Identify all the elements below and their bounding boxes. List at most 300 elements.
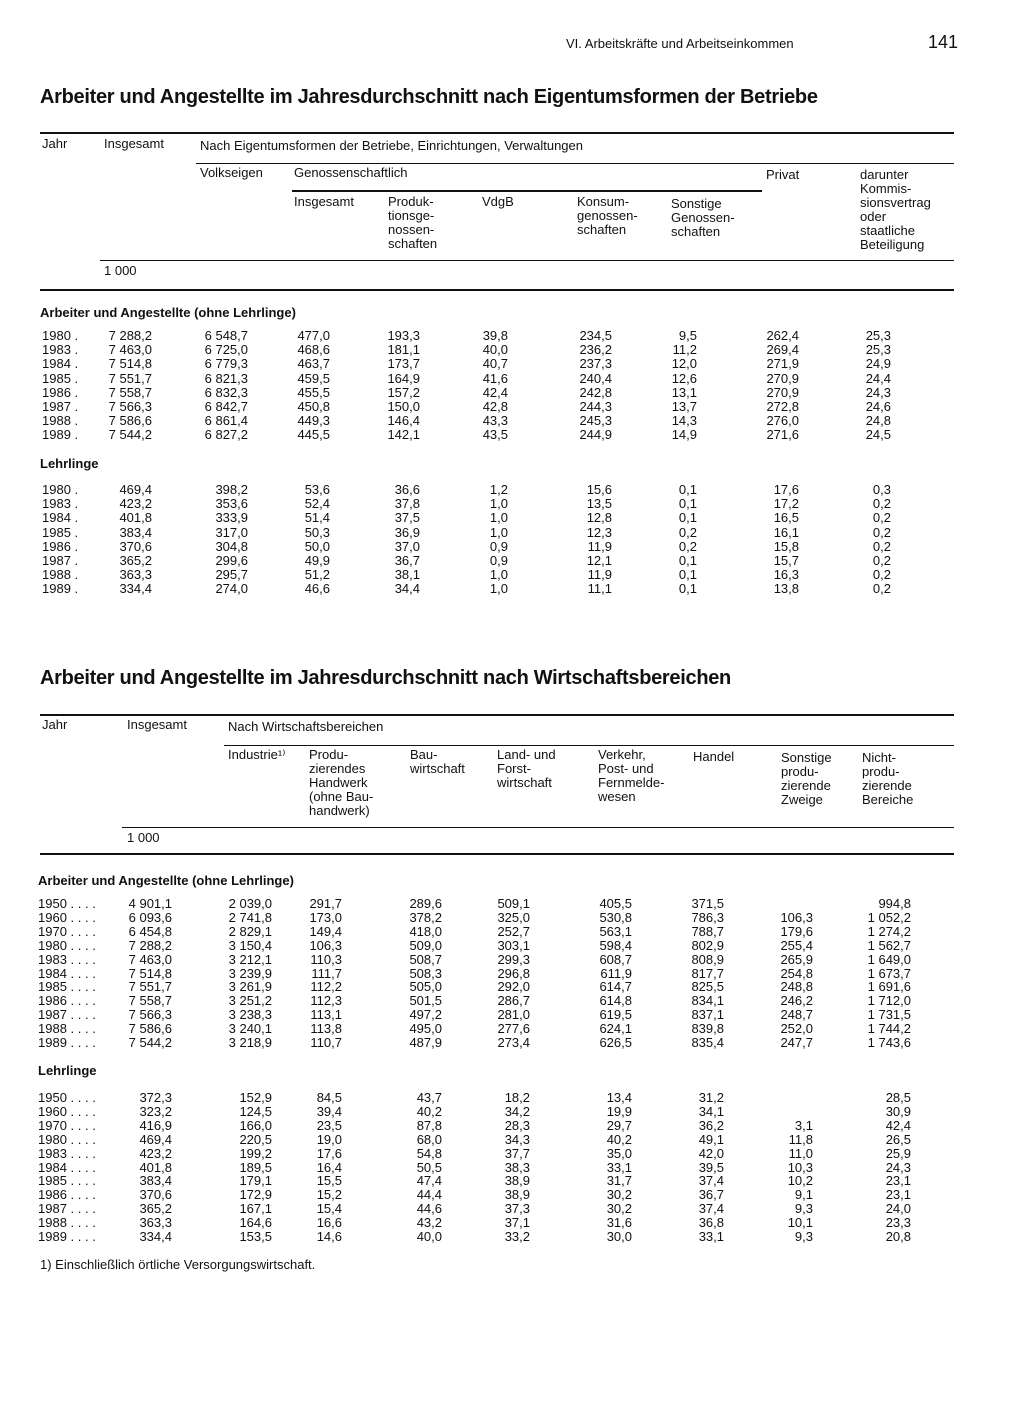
cell-vdgb: 1,2 xyxy=(489,482,508,497)
cell-genoss-insgesamt: 50,0 xyxy=(304,538,330,554)
cell-insgesamt: 7 288,2 xyxy=(128,937,172,953)
cell-land: 325,0 xyxy=(497,909,530,925)
cell-genoss-insgesamt: 49,9 xyxy=(304,553,330,568)
cell-sonstige: 9,1 xyxy=(794,1187,813,1203)
cell-industrie: 189,5 xyxy=(239,1159,272,1175)
cell-year: 1987 . . . . xyxy=(38,1201,96,1217)
cell-year: 1983 . xyxy=(42,342,79,358)
cell-darunter: 24,9 xyxy=(865,356,891,372)
cell-verkehr: 31,7 xyxy=(606,1173,632,1189)
cell-privat: 15,7 xyxy=(773,553,799,568)
cell-sonstige: 11,2 xyxy=(672,342,697,358)
cell-sonstige: 265,9 xyxy=(780,951,813,967)
cell-industrie: 3 239,9 xyxy=(228,965,272,981)
cell-konsum: 12,1 xyxy=(586,553,612,568)
cell-handel: 34,1 xyxy=(698,1103,724,1119)
cell-konsum: 11,9 xyxy=(587,538,612,554)
table-row xyxy=(0,1133,1024,1147)
cell-privat: 269,4 xyxy=(766,342,799,358)
cell-bau: 43,2 xyxy=(416,1215,442,1231)
t1-section1-label: Arbeiter und Angestellte (ohne Lehrlinge) xyxy=(40,305,296,320)
cell-land: 38,9 xyxy=(504,1173,530,1189)
cell-year: 1950 . . . . xyxy=(38,1090,96,1105)
cell-year: 1970 . . . . xyxy=(38,1117,96,1133)
cell-konsum: 242,8 xyxy=(579,384,612,400)
cell-land: 18,2 xyxy=(504,1090,530,1105)
cell-verkehr: 31,6 xyxy=(606,1215,632,1231)
cell-year: 1960 . . . . xyxy=(38,909,96,925)
cell-handwerk: 16,6 xyxy=(316,1215,342,1231)
cell-darunter: 0,2 xyxy=(872,553,891,568)
cell-industrie: 3 240,1 xyxy=(228,1021,272,1037)
table-row xyxy=(0,329,1024,343)
cell-handel: 37,4 xyxy=(698,1201,724,1217)
table2-top-rule xyxy=(40,714,954,716)
cell-genoss-insgesamt: 51,4 xyxy=(304,510,330,526)
cell-genoss-insgesamt: 52,4 xyxy=(304,496,330,512)
cell-industrie: 199,2 xyxy=(239,1145,272,1161)
t2-head-bau: Bau- wirtschaft xyxy=(410,747,465,776)
cell-sonstige: 12,0 xyxy=(671,356,697,372)
cell-verkehr: 614,7 xyxy=(599,979,632,995)
cell-year: 1989 . xyxy=(42,427,79,443)
cell-insgesamt: 7 288,2 xyxy=(108,328,152,343)
cell-bau: 497,2 xyxy=(409,1007,442,1023)
table-row xyxy=(0,1216,1024,1230)
cell-insgesamt: 7 586,6 xyxy=(108,413,152,429)
cell-handel: 31,2 xyxy=(698,1090,724,1105)
cell-sonstige: 9,5 xyxy=(678,328,697,343)
cell-konsum: 12,8 xyxy=(586,510,612,526)
cell-verkehr: 33,1 xyxy=(606,1159,632,1175)
cell-nicht: 1 731,5 xyxy=(867,1007,911,1023)
table-row xyxy=(0,414,1024,428)
cell-genoss-insgesamt: 449,3 xyxy=(297,413,330,429)
table2-title: Arbeiter und Angestellte im Jahresdurchschnitt nach Wirtschaftsbereichen xyxy=(40,667,731,689)
cell-year: 1987 . . . . xyxy=(38,1007,96,1023)
cell-insgesamt: 365,2 xyxy=(119,553,152,568)
cell-insgesamt: 7 463,0 xyxy=(108,342,152,358)
cell-land: 286,7 xyxy=(497,993,530,1009)
cell-produktion: 38,1 xyxy=(394,567,420,583)
cell-genoss-insgesamt: 46,6 xyxy=(304,581,330,597)
cell-volkseigen: 299,6 xyxy=(215,553,248,568)
t1-head-vdgb: VdgB xyxy=(482,194,514,209)
cell-nicht: 1 562,7 xyxy=(867,937,911,953)
cell-insgesamt: 383,4 xyxy=(139,1173,172,1189)
cell-land: 37,1 xyxy=(504,1215,530,1231)
cell-insgesamt: 7 566,3 xyxy=(108,399,152,414)
cell-sonstige: 14,9 xyxy=(671,427,697,443)
cell-konsum: 15,6 xyxy=(586,482,612,497)
cell-bau: 495,0 xyxy=(409,1021,442,1037)
cell-handwerk: 17,6 xyxy=(316,1145,342,1161)
cell-handwerk: 23,5 xyxy=(316,1117,342,1133)
cell-insgesamt: 6 454,8 xyxy=(128,923,172,939)
t2-head-verkehr: Verkehr, Post- und Fernmelde- wesen xyxy=(598,747,665,804)
cell-nicht: 28,5 xyxy=(885,1090,911,1105)
cell-konsum: 11,1 xyxy=(587,581,612,597)
cell-year: 1985 . xyxy=(42,524,79,540)
cell-year: 1987 . xyxy=(42,553,79,568)
cell-genoss-insgesamt: 477,0 xyxy=(297,328,330,343)
cell-land: 281,0 xyxy=(497,1007,530,1023)
cell-handwerk: 112,2 xyxy=(310,979,342,995)
cell-year: 1986 . xyxy=(42,538,79,554)
cell-handwerk: 15,5 xyxy=(316,1173,342,1189)
cell-volkseigen: 6 827,2 xyxy=(204,427,248,443)
cell-sonstige: 0,1 xyxy=(678,510,697,526)
cell-year: 1984 . . . . xyxy=(38,965,96,981)
cell-handel: 37,4 xyxy=(698,1173,724,1189)
cell-industrie: 3 261,9 xyxy=(228,979,272,995)
cell-vdgb: 40,0 xyxy=(482,342,508,358)
table-row xyxy=(0,400,1024,414)
cell-volkseigen: 6 725,0 xyxy=(204,342,248,358)
table-row xyxy=(0,582,1024,596)
cell-sonstige: 9,3 xyxy=(794,1201,813,1217)
table-row xyxy=(0,925,1024,939)
cell-produktion: 34,4 xyxy=(394,581,420,597)
t1-head-privat: Privat xyxy=(766,167,800,182)
cell-konsum: 234,5 xyxy=(579,328,612,343)
cell-land: 277,6 xyxy=(497,1021,530,1037)
cell-produktion: 150,0 xyxy=(387,399,420,414)
cell-bau: 40,2 xyxy=(416,1103,442,1119)
cell-insgesamt: 469,4 xyxy=(119,482,152,497)
cell-nicht: 1 712,0 xyxy=(867,993,911,1009)
cell-sonstige: 0,1 xyxy=(678,482,697,497)
cell-year: 1985 . xyxy=(42,370,79,386)
cell-privat: 262,4 xyxy=(766,328,799,343)
cell-privat: 13,8 xyxy=(773,581,799,597)
cell-konsum: 237,3 xyxy=(579,356,612,372)
cell-verkehr: 624,1 xyxy=(599,1021,632,1037)
t1-head-group: Nach Eigentumsformen der Betriebe, Einrichtungen, Verwaltungen xyxy=(200,138,583,153)
cell-sonstige: 248,7 xyxy=(780,1007,813,1023)
cell-bau: 418,0 xyxy=(409,923,442,939)
cell-verkehr: 13,4 xyxy=(606,1090,632,1105)
cell-industrie: 124,5 xyxy=(239,1103,272,1119)
cell-year: 1986 . . . . xyxy=(38,993,96,1009)
cell-handel: 825,5 xyxy=(691,979,724,995)
cell-year: 1980 . xyxy=(42,482,79,497)
table-row xyxy=(0,386,1024,400)
cell-land: 299,3 xyxy=(497,951,530,967)
cell-insgesamt: 401,8 xyxy=(139,1159,172,1175)
cell-genoss-insgesamt: 468,6 xyxy=(297,342,330,358)
t2-footnote: 1) Einschließlich örtliche Versorgungswirtschaft. xyxy=(40,1257,316,1272)
cell-sonstige: 14,3 xyxy=(671,413,697,429)
cell-vdgb: 0,9 xyxy=(489,538,508,554)
cell-volkseigen: 295,7 xyxy=(215,567,248,583)
cell-handwerk: 15,4 xyxy=(316,1201,342,1217)
cell-vdgb: 1,0 xyxy=(489,581,508,597)
cell-sonstige: 12,6 xyxy=(671,370,697,386)
cell-genoss-insgesamt: 450,8 xyxy=(297,399,330,414)
cell-vdgb: 1,0 xyxy=(489,496,508,512)
cell-insgesamt: 7 514,8 xyxy=(108,356,152,372)
cell-nicht: 23,1 xyxy=(885,1187,911,1203)
table-row xyxy=(0,1174,1024,1188)
cell-year: 1960 . . . . xyxy=(38,1103,96,1119)
cell-year: 1985 . . . . xyxy=(38,1173,96,1189)
cell-genoss-insgesamt: 459,5 xyxy=(297,370,330,386)
cell-vdgb: 1,0 xyxy=(489,567,508,583)
cell-land: 34,3 xyxy=(504,1131,530,1147)
cell-year: 1986 . . . . xyxy=(38,1187,96,1203)
cell-bau: 378,2 xyxy=(409,909,442,925)
t1-genoss-rule xyxy=(292,190,762,192)
cell-privat: 276,0 xyxy=(766,413,799,429)
table-row xyxy=(0,343,1024,357)
cell-handel: 788,7 xyxy=(691,923,724,939)
t1-head-konsum: Konsum- genossen- schaften xyxy=(577,194,638,237)
cell-bau: 40,0 xyxy=(416,1229,442,1244)
cell-sonstige: 3,1 xyxy=(794,1117,813,1133)
table-row xyxy=(0,967,1024,981)
cell-insgesamt: 423,2 xyxy=(119,496,152,512)
cell-sonstige: 246,2 xyxy=(780,993,813,1009)
cell-genoss-insgesamt: 50,3 xyxy=(304,524,330,540)
cell-handel: 36,2 xyxy=(698,1117,724,1133)
cell-year: 1988 . . . . xyxy=(38,1215,96,1231)
cell-sonstige: 0,1 xyxy=(678,496,697,512)
cell-insgesamt: 372,3 xyxy=(139,1090,172,1105)
cell-verkehr: 19,9 xyxy=(606,1103,632,1119)
cell-bau: 487,9 xyxy=(409,1035,442,1050)
t2-head-bottom-rule xyxy=(40,853,954,855)
cell-darunter: 24,6 xyxy=(865,399,891,414)
cell-volkseigen: 6 779,3 xyxy=(204,356,248,372)
cell-sonstige: 0,1 xyxy=(678,553,697,568)
cell-land: 252,7 xyxy=(497,923,530,939)
cell-verkehr: 30,0 xyxy=(606,1229,632,1244)
cell-vdgb: 40,7 xyxy=(482,356,508,372)
cell-insgesamt: 423,2 xyxy=(139,1145,172,1161)
cell-nicht: 20,8 xyxy=(885,1229,911,1244)
cell-verkehr: 405,5 xyxy=(599,896,632,911)
cell-nicht: 23,3 xyxy=(885,1215,911,1231)
cell-insgesamt: 334,4 xyxy=(119,581,152,597)
cell-genoss-insgesamt: 455,5 xyxy=(297,384,330,400)
cell-verkehr: 35,0 xyxy=(606,1145,632,1161)
cell-land: 509,1 xyxy=(497,896,530,911)
cell-volkseigen: 304,8 xyxy=(215,538,248,554)
cell-year: 1983 . . . . xyxy=(38,951,96,967)
cell-bau: 43,7 xyxy=(416,1090,442,1105)
cell-darunter: 0,3 xyxy=(872,482,891,497)
cell-darunter: 24,4 xyxy=(865,370,891,386)
cell-year: 1985 . . . . xyxy=(38,979,96,995)
table-row xyxy=(0,540,1024,554)
t1-head-produktion: Produk- tionsge- nossen- schaften xyxy=(388,194,438,251)
cell-industrie: 172,9 xyxy=(239,1187,272,1203)
cell-industrie: 220,5 xyxy=(239,1131,272,1147)
cell-privat: 17,2 xyxy=(773,496,799,512)
cell-handwerk: 113,8 xyxy=(310,1021,342,1037)
cell-insgesamt: 7 544,2 xyxy=(108,427,152,443)
cell-nicht: 1 274,2 xyxy=(867,923,911,939)
cell-darunter: 25,3 xyxy=(865,342,891,358)
cell-produktion: 193,3 xyxy=(387,328,420,343)
cell-sonstige: 13,7 xyxy=(671,399,697,414)
t1-head-unit: 1 000 xyxy=(104,263,137,278)
cell-vdgb: 41,6 xyxy=(482,370,508,386)
cell-industrie: 3 251,2 xyxy=(228,993,272,1009)
cell-handel: 36,7 xyxy=(698,1187,724,1203)
cell-insgesamt: 7 566,3 xyxy=(128,1007,172,1023)
cell-handwerk: 291,7 xyxy=(309,896,342,911)
cell-bau: 44,6 xyxy=(416,1201,442,1217)
cell-produktion: 36,6 xyxy=(394,482,420,497)
cell-genoss-insgesamt: 51,2 xyxy=(304,567,330,583)
t2-head-handel: Handel xyxy=(693,749,735,764)
cell-handwerk: 112,3 xyxy=(310,993,342,1009)
cell-handel: 33,1 xyxy=(698,1229,724,1244)
table-row xyxy=(0,911,1024,925)
cell-produktion: 146,4 xyxy=(387,413,420,429)
cell-produktion: 37,0 xyxy=(394,538,420,554)
cell-volkseigen: 333,9 xyxy=(215,510,248,526)
cell-verkehr: 29,7 xyxy=(606,1117,632,1133)
table-row xyxy=(0,554,1024,568)
t2-section1-label: Arbeiter und Angestellte (ohne Lehrlinge) xyxy=(38,873,294,888)
cell-vdgb: 0,9 xyxy=(489,553,508,568)
t1-head-genossenschaftlich: Genossenschaftlich xyxy=(294,165,408,180)
table-row xyxy=(0,1230,1024,1244)
cell-sonstige: 11,0 xyxy=(788,1145,813,1161)
cell-land: 37,3 xyxy=(504,1201,530,1217)
cell-insgesamt: 323,2 xyxy=(139,1103,172,1119)
cell-year: 1984 . . . . xyxy=(38,1159,96,1175)
cell-handel: 42,0 xyxy=(698,1145,724,1161)
cell-konsum: 11,9 xyxy=(587,567,612,583)
cell-bau: 505,0 xyxy=(409,979,442,995)
cell-nicht: 42,4 xyxy=(885,1117,911,1133)
cell-insgesamt: 7 586,6 xyxy=(128,1021,172,1037)
cell-konsum: 245,3 xyxy=(579,413,612,429)
table1-title: Arbeiter und Angestellte im Jahresdurchschnitt nach Eigentumsformen der Betriebe xyxy=(40,86,818,108)
table-row xyxy=(0,428,1024,442)
table-row xyxy=(0,483,1024,497)
chapter-header: VI. Arbeitskräfte und Arbeitseinkommen xyxy=(566,36,794,51)
cell-nicht: 23,1 xyxy=(885,1173,911,1189)
cell-vdgb: 43,5 xyxy=(482,427,508,443)
cell-verkehr: 626,5 xyxy=(599,1035,632,1050)
cell-konsum: 13,5 xyxy=(586,496,612,512)
cell-handel: 839,8 xyxy=(691,1021,724,1037)
cell-privat: 270,9 xyxy=(766,384,799,400)
table-row xyxy=(0,1202,1024,1216)
cell-produktion: 36,9 xyxy=(394,524,420,540)
cell-year: 1980 . . . . xyxy=(38,1131,96,1147)
cell-verkehr: 30,2 xyxy=(606,1187,632,1203)
cell-konsum: 240,4 xyxy=(579,370,612,386)
cell-handwerk: 149,4 xyxy=(309,923,342,939)
cell-industrie: 3 238,3 xyxy=(228,1007,272,1023)
cell-vdgb: 43,3 xyxy=(482,413,508,429)
table-row xyxy=(0,994,1024,1008)
cell-privat: 16,3 xyxy=(773,567,799,583)
cell-nicht: 994,8 xyxy=(878,896,911,911)
t2-head-industrie: Industrie¹⁾ xyxy=(228,747,286,762)
cell-verkehr: 608,7 xyxy=(599,951,632,967)
cell-bau: 508,7 xyxy=(409,951,442,967)
t2-group-rule xyxy=(224,745,954,746)
cell-handel: 834,1 xyxy=(691,993,724,1009)
cell-bau: 501,5 xyxy=(409,993,442,1009)
cell-genoss-insgesamt: 445,5 xyxy=(297,427,330,443)
cell-privat: 272,8 xyxy=(766,399,799,414)
cell-darunter: 0,2 xyxy=(872,538,891,554)
cell-bau: 54,8 xyxy=(416,1145,442,1161)
cell-vdgb: 42,8 xyxy=(482,399,508,414)
page-number: 141 xyxy=(928,32,959,52)
t2-head-jahr: Jahr xyxy=(42,717,68,732)
cell-darunter: 24,5 xyxy=(865,427,891,443)
t1-head-bottom-rule xyxy=(40,289,954,291)
cell-land: 303,1 xyxy=(497,937,530,953)
cell-vdgb: 39,8 xyxy=(482,328,508,343)
cell-produktion: 37,8 xyxy=(394,496,420,512)
cell-sonstige: 247,7 xyxy=(780,1035,813,1050)
cell-volkseigen: 398,2 xyxy=(215,482,248,497)
cell-insgesamt: 7 514,8 xyxy=(128,965,172,981)
cell-industrie: 167,1 xyxy=(239,1201,272,1217)
cell-year: 1983 . . . . xyxy=(38,1145,96,1161)
cell-nicht: 1 744,2 xyxy=(867,1021,911,1037)
cell-industrie: 2 039,0 xyxy=(228,896,272,911)
cell-insgesamt: 401,8 xyxy=(119,510,152,526)
cell-handel: 39,5 xyxy=(698,1159,724,1175)
table-row xyxy=(0,897,1024,911)
table-row xyxy=(0,1188,1024,1202)
t2-head-handwerk: Produ- zierendes Handwerk (ohne Bau- handwerk) xyxy=(309,747,374,818)
cell-handwerk: 110,7 xyxy=(310,1035,342,1050)
cell-sonstige: 9,3 xyxy=(794,1229,813,1244)
cell-year: 1983 . xyxy=(42,496,79,512)
cell-sonstige: 179,6 xyxy=(780,923,813,939)
t2-head-group: Nach Wirtschaftsbereichen xyxy=(228,719,384,734)
cell-land: 34,2 xyxy=(504,1103,530,1119)
table-row xyxy=(0,1119,1024,1133)
cell-bau: 289,6 xyxy=(409,896,442,911)
cell-darunter: 0,2 xyxy=(872,581,891,597)
table-row xyxy=(0,568,1024,582)
cell-insgesamt: 7 551,7 xyxy=(108,370,152,386)
cell-handwerk: 106,3 xyxy=(309,937,342,953)
table-row xyxy=(0,1036,1024,1050)
cell-nicht: 1 052,2 xyxy=(867,909,911,925)
cell-year: 1988 . . . . xyxy=(38,1021,96,1037)
table-row xyxy=(0,980,1024,994)
t2-head-unit: 1 000 xyxy=(127,830,160,845)
cell-privat: 16,1 xyxy=(773,524,799,540)
cell-insgesamt: 6 093,6 xyxy=(128,909,172,925)
cell-handwerk: 84,5 xyxy=(316,1090,342,1105)
cell-insgesamt: 7 558,7 xyxy=(108,384,152,400)
cell-insgesamt: 383,4 xyxy=(119,524,152,540)
cell-insgesamt: 7 551,7 xyxy=(128,979,172,995)
cell-produktion: 181,1 xyxy=(387,342,420,358)
cell-handel: 786,3 xyxy=(691,909,724,925)
table-row xyxy=(0,357,1024,371)
cell-year: 1986 . xyxy=(42,384,79,400)
cell-handwerk: 39,4 xyxy=(316,1103,342,1119)
cell-bau: 87,8 xyxy=(416,1117,442,1133)
cell-verkehr: 598,4 xyxy=(599,937,632,953)
